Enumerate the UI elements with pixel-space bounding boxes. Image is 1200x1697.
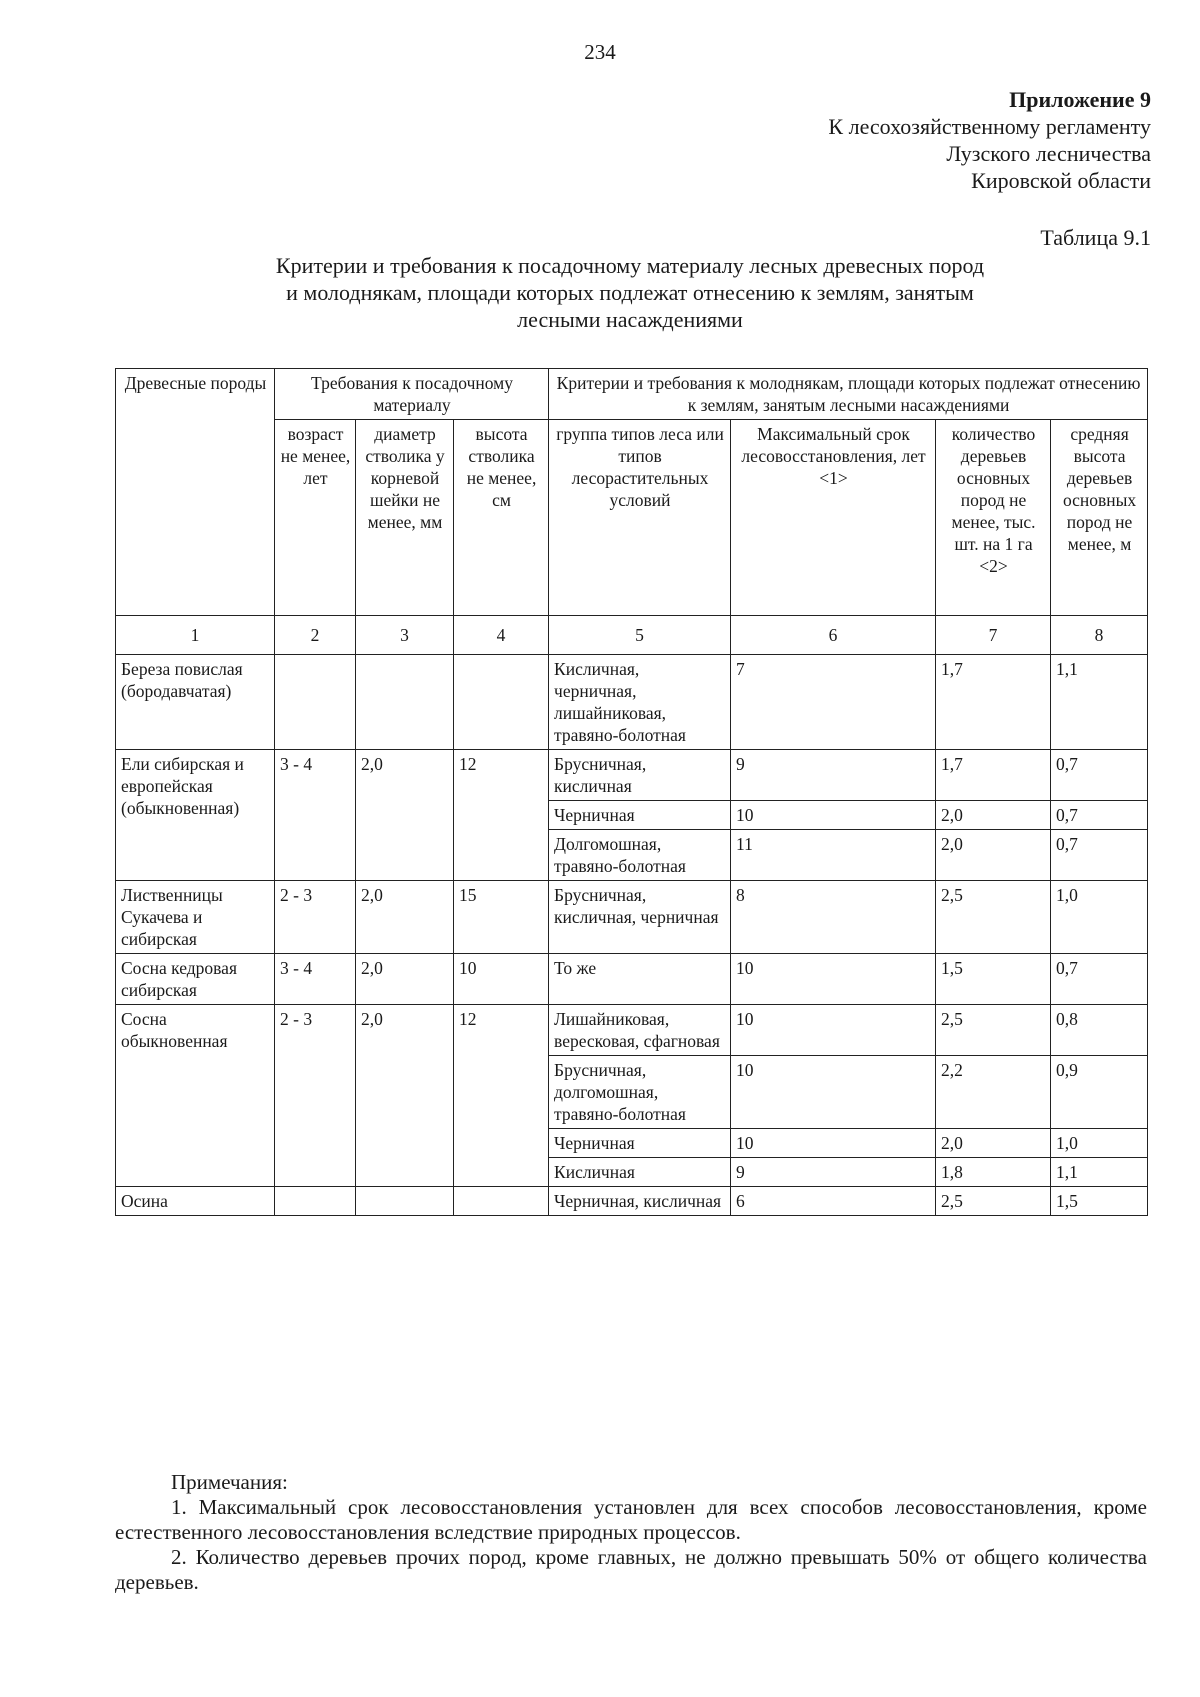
appendix-line-3: Кировской области [971,168,1151,193]
cell-max-term: 10 [731,1056,936,1129]
cell-tree-count: 2,0 [936,1129,1051,1158]
table-row [116,655,1148,750]
cell-avg-height: 0,7 [1051,801,1148,830]
cell-forest-type: Кисличная, черничная, лишайниковая, травяно-болотная [549,655,731,750]
notes [115,1470,1147,1595]
cell-max-term: 9 [731,750,936,801]
appendix-line-1: К лесохозяйственному регламенту [828,114,1151,139]
table-row [116,1005,1148,1056]
cell-forest-type: Черничная [549,1129,731,1158]
cell-avg-height: 0,7 [1051,750,1148,801]
cell-forest-type: Брусничная, кисличная, черничная [549,881,731,954]
cell-max-term: 8 [731,881,936,954]
cell-height: 12 [454,1005,549,1187]
header-forest-type: группа типов леса или типов лесорастительных условий [549,420,731,616]
col-number: 8 [1051,616,1148,655]
cell-tree-count: 2,0 [936,830,1051,881]
cell-height [454,655,549,750]
table-row [116,954,1148,1005]
cell-age [275,1187,356,1216]
cell-avg-height: 1,1 [1051,655,1148,750]
cell-diameter: 2,0 [356,881,454,954]
note-2: 2. Количество деревьев прочих пород, кроме главных, не должно превышать 50% от общего количества деревьев. [115,1545,1147,1594]
appendix-line-2: Лузского лесничества [946,141,1151,166]
page-number: 234 [584,40,616,64]
cell-age: 3 - 4 [275,954,356,1005]
cell-avg-height: 1,0 [1051,881,1148,954]
cell-max-term: 10 [731,801,936,830]
appendix-title: Приложение 9 [1009,87,1151,112]
cell-diameter [356,1187,454,1216]
note-1: 1. Максимальный срок лесовосстановления установлен для всех способов лесовосстановления, кроме естественного лесовосстановления вследствие природных процессов. [115,1495,1147,1544]
header-max-term: Максимальный срок лесовосстановления, лет <1> [731,420,936,616]
cell-tree-count: 1,7 [936,655,1051,750]
header-avg-height: средняя высота деревьев основных пород не менее, м [1051,420,1148,616]
cell-max-term: 10 [731,1129,936,1158]
cell-forest-type: Черничная, кисличная [549,1187,731,1216]
column-number-row [116,616,1148,655]
col-number: 4 [454,616,549,655]
cell-forest-type: Брусничная, долгомошная, травяно-болотная [549,1056,731,1129]
cell-max-term: 10 [731,1005,936,1056]
table-title: Критерии и требования к посадочному материалу лесных древесных пород и молоднякам, площади которых подлежат отнесению к землям, занятым лесными насаждениями [275,253,985,332]
col-number: 7 [936,616,1051,655]
cell-diameter: 2,0 [356,750,454,881]
cell-tree-count: 2,0 [936,801,1051,830]
cell-diameter: 2,0 [356,954,454,1005]
notes-heading: Примечания: [171,1470,288,1494]
cell-tree-count: 2,5 [936,1187,1051,1216]
cell-species: Сосна кедровая сибирская [116,954,275,1005]
cell-height: 15 [454,881,549,954]
table-label: Таблица 9.1 [1040,225,1151,250]
cell-max-term: 7 [731,655,936,750]
appendix-header [828,86,1151,194]
header-young-group: Критерии и требования к молоднякам, площади которых подлежат отнесению к землям, занятым лесными насаждениями [549,369,1148,420]
cell-avg-height: 1,0 [1051,1129,1148,1158]
table-row [116,881,1148,954]
col-number: 3 [356,616,454,655]
cell-max-term: 10 [731,954,936,1005]
table-body [116,616,1148,1216]
cell-avg-height: 1,1 [1051,1158,1148,1187]
col-number: 5 [549,616,731,655]
cell-species: Ели сибирская и европейская (обыкновенная) [116,750,275,881]
cell-tree-count: 2,5 [936,881,1051,954]
cell-diameter: 2,0 [356,1005,454,1187]
header-tree-count: количество деревьев основных пород не менее, тыс. шт. на 1 га <2> [936,420,1051,616]
table-row [116,750,1148,801]
cell-age: 3 - 4 [275,750,356,881]
cell-avg-height: 1,5 [1051,1187,1148,1216]
header-planting-group: Требования к посадочному материалу [275,369,549,420]
table-row [116,1187,1148,1216]
cell-forest-type: Черничная [549,801,731,830]
cell-max-term: 6 [731,1187,936,1216]
cell-species: Береза повислая (бородавчатая) [116,655,275,750]
cell-tree-count: 2,2 [936,1056,1051,1129]
cell-tree-count: 1,8 [936,1158,1051,1187]
cell-max-term: 9 [731,1158,936,1187]
cell-avg-height: 0,8 [1051,1005,1148,1056]
header-row-1 [116,369,1148,420]
cell-height: 10 [454,954,549,1005]
cell-tree-count: 1,7 [936,750,1051,801]
cell-forest-type: Долгомошная, травяно-болотная [549,830,731,881]
cell-species: Лиственницы Сукачева и сибирская [116,881,275,954]
col-number: 2 [275,616,356,655]
cell-diameter [356,655,454,750]
cell-avg-height: 0,9 [1051,1056,1148,1129]
cell-species: Сосна обыкновенная [116,1005,275,1187]
criteria-table [115,368,1148,1216]
col-number: 1 [116,616,275,655]
header-age: возраст не менее, лет [275,420,356,616]
cell-species: Осина [116,1187,275,1216]
cell-age: 2 - 3 [275,1005,356,1187]
cell-height [454,1187,549,1216]
header-species: Древесные породы [116,369,275,616]
cell-avg-height: 0,7 [1051,830,1148,881]
col-number: 6 [731,616,936,655]
cell-forest-type: Лишайниковая, вересковая, сфагновая [549,1005,731,1056]
cell-forest-type: То же [549,954,731,1005]
cell-forest-type: Кисличная [549,1158,731,1187]
header-diameter: диаметр стволика у корневой шейки не менее, мм [356,420,454,616]
cell-age: 2 - 3 [275,881,356,954]
header-height: высота стволика не менее, см [454,420,549,616]
cell-tree-count: 2,5 [936,1005,1051,1056]
cell-avg-height: 0,7 [1051,954,1148,1005]
cell-forest-type: Брусничная, кисличная [549,750,731,801]
cell-max-term: 11 [731,830,936,881]
cell-tree-count: 1,5 [936,954,1051,1005]
cell-height: 12 [454,750,549,881]
cell-age [275,655,356,750]
